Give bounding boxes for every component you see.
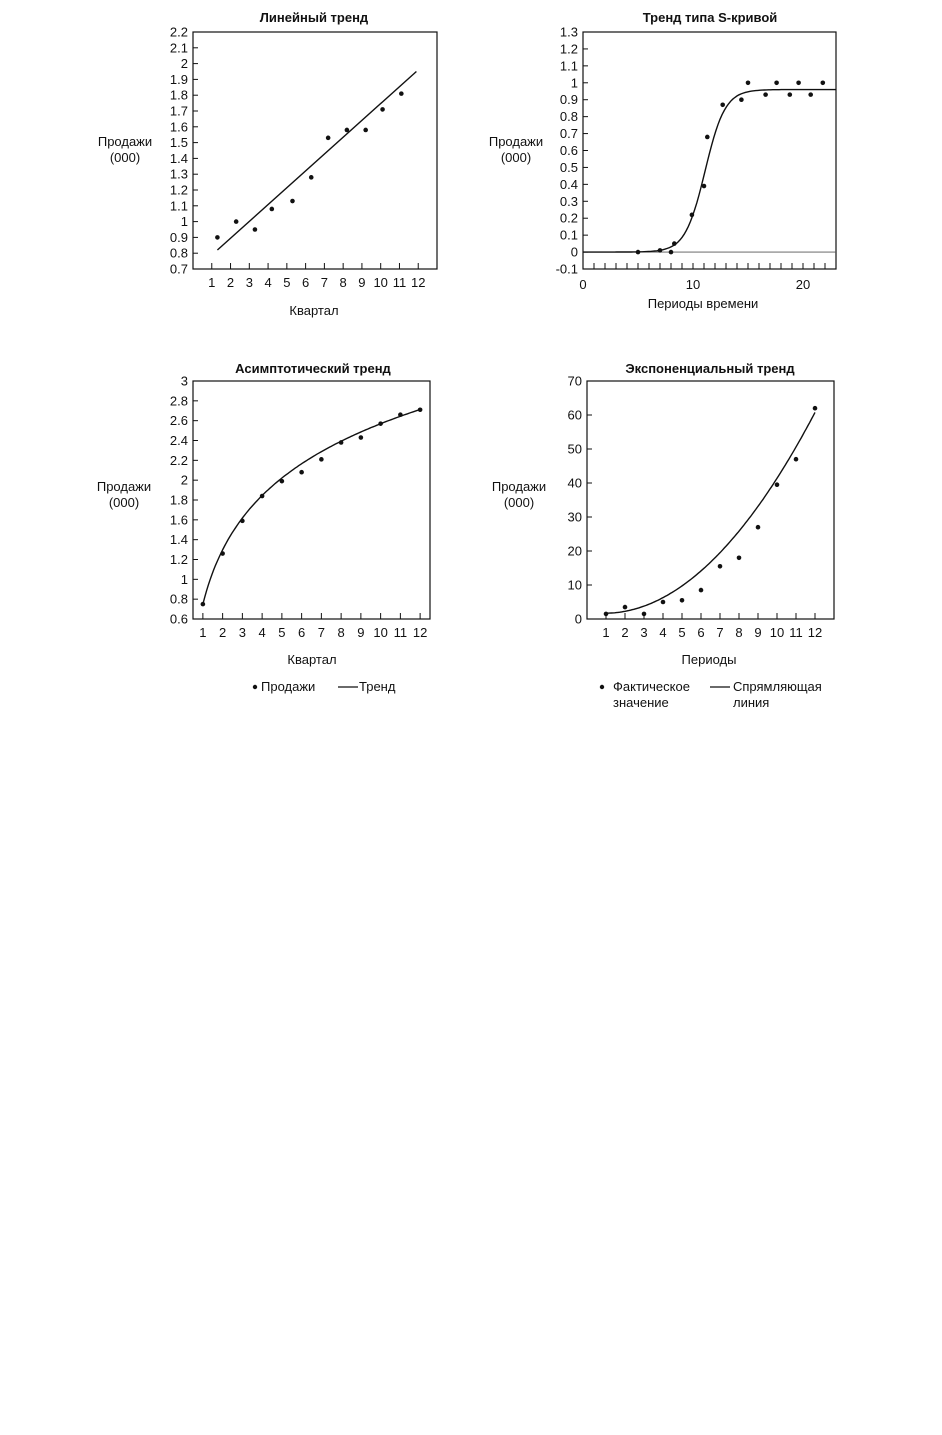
trend-line (606, 412, 815, 613)
data-point (658, 248, 663, 253)
y-tick-label: 2.1 (169, 40, 188, 56)
y-tick-label: 1 (570, 75, 578, 91)
data-point (774, 80, 779, 85)
chart-title: Экспоненциальный тренд (625, 361, 795, 376)
plot-frame (587, 381, 834, 619)
y-tick-label: 0.7 (169, 261, 188, 277)
data-point (623, 605, 628, 610)
y-tick-label: -0.1 (555, 261, 578, 277)
y-tick-label: 1.1 (559, 58, 578, 74)
trend-line (217, 72, 416, 251)
data-point (339, 440, 344, 445)
legend-line-label-line2: линия (733, 695, 770, 710)
chart-linear-trend (98, 10, 437, 318)
x-axis-label: Периоды (681, 652, 737, 667)
y-tick-label: 1.8 (169, 87, 188, 103)
legend-point-marker (253, 685, 257, 689)
y-tick-label: 20 (567, 543, 582, 559)
data-point (270, 207, 275, 212)
data-point (702, 184, 707, 189)
trend-line (203, 410, 420, 605)
x-tick-label: 9 (358, 275, 366, 290)
legend-points-label: Продажи (261, 679, 316, 694)
y-tick-label: 0.2 (559, 210, 578, 226)
y-tick-label: 60 (567, 407, 582, 423)
y-tick-label: 0.9 (559, 92, 578, 108)
x-tick-label: 6 (697, 625, 705, 640)
data-point (720, 102, 725, 107)
data-point (418, 407, 423, 412)
chart-asymptotic-trend (97, 361, 430, 694)
y-tick-label: 0 (574, 611, 582, 627)
y-tick-label: 2.6 (169, 413, 188, 429)
y-tick-label: 30 (567, 509, 582, 525)
data-point (746, 80, 751, 85)
data-marks (215, 72, 416, 251)
data-point (378, 421, 383, 426)
x-tick-label: 2 (226, 275, 235, 290)
y-tick-label: 0 (570, 244, 578, 260)
y-tick-label: 1.2 (169, 552, 188, 567)
data-point (240, 519, 245, 524)
y-tick-label: 0.9 (169, 229, 188, 245)
x-tick-label: 9 (357, 625, 365, 640)
legend (600, 679, 822, 710)
x-tick-label: 3 (245, 275, 253, 290)
x-tick-label: 7 (716, 625, 724, 640)
y-tick-label: 0.8 (559, 109, 578, 125)
y-axis-label-line2: (000) (503, 495, 535, 510)
y-tick-label: 0.4 (559, 176, 578, 192)
x-tick-label: 5 (678, 625, 686, 640)
x-ticks (579, 263, 825, 292)
x-tick-label: 12 (410, 275, 426, 290)
y-tick-label: 1.7 (169, 103, 188, 119)
data-point (398, 412, 403, 417)
y-tick-label: 70 (567, 373, 582, 389)
data-point (672, 241, 677, 246)
y-tick-label: 40 (567, 475, 582, 491)
legend-line-label: Тренд (359, 679, 396, 694)
data-point (808, 92, 813, 97)
legend (253, 679, 396, 694)
data-point (253, 227, 258, 232)
y-tick-label: 1.4 (169, 150, 188, 166)
y-axis-label-line2: (000) (109, 150, 141, 165)
data-point (260, 494, 265, 499)
y-tick-label: 2.2 (169, 452, 188, 468)
y-tick-label: 0.8 (169, 591, 188, 607)
y-tick-label: 1.6 (169, 119, 188, 135)
data-point (680, 598, 685, 603)
data-point (604, 612, 609, 617)
x-tick-label: 2 (621, 625, 629, 640)
data-point (739, 97, 744, 102)
x-axis-label: Квартал (289, 303, 339, 318)
x-tick-label: 5 (283, 275, 291, 290)
x-tick-label: 7 (317, 625, 325, 640)
x-tick-label: 8 (339, 275, 347, 290)
data-point (775, 482, 780, 487)
data-point (699, 588, 704, 593)
data-point (201, 602, 206, 607)
data-point (359, 435, 364, 440)
data-point (705, 135, 710, 140)
y-axis-label-line1: Продажи (488, 134, 544, 149)
plot-frame (193, 32, 437, 269)
x-tick-label: 11 (392, 275, 407, 290)
data-point (326, 136, 331, 141)
legend-points-label-line2: значение (613, 695, 669, 710)
x-tick-label: 4 (659, 625, 667, 640)
y-tick-label: 10 (567, 577, 582, 593)
x-tick-label: 1 (199, 625, 207, 640)
x-tick-label: 12 (412, 625, 428, 640)
y-tick-label: 0.5 (559, 159, 578, 175)
x-tick-label: 1 (602, 625, 610, 640)
x-tick-label: 9 (754, 625, 762, 640)
y-ticks (568, 374, 592, 627)
x-tick-label: 10 (373, 275, 388, 290)
chart-exponential-trend (492, 361, 834, 710)
data-point (363, 128, 368, 133)
y-tick-label: 1 (180, 214, 188, 230)
y-ticks (170, 374, 198, 627)
x-tick-label: 5 (278, 625, 286, 640)
data-point (399, 91, 404, 96)
data-point (345, 128, 350, 133)
y-tick-label: 0.1 (559, 227, 578, 243)
x-tick-label: 0 (579, 277, 587, 292)
y-tick-label: 1.1 (169, 198, 188, 214)
y-tick-label: 50 (567, 441, 582, 457)
x-tick-label: 12 (807, 625, 823, 640)
legend-line-label-line1: Спрямляющая (733, 679, 822, 694)
data-point (319, 457, 324, 462)
legend-points-label-line1: Фактическое (613, 679, 690, 694)
data-marks (604, 406, 818, 616)
x-tick-label: 11 (393, 625, 408, 640)
y-tick-label: 3 (180, 373, 188, 389)
data-marks (201, 407, 423, 606)
chart-title: Тренд типа S-кривой (642, 10, 778, 25)
y-tick-label: 2.2 (169, 24, 188, 40)
data-point (796, 80, 801, 85)
x-tick-label: 4 (258, 625, 266, 640)
x-axis-label: Квартал (287, 652, 337, 667)
x-tick-label: 10 (373, 625, 388, 640)
x-tick-label: 10 (685, 277, 701, 292)
x-tick-label: 6 (301, 275, 310, 290)
x-ticks (199, 613, 427, 640)
legend-point-marker (600, 685, 604, 689)
data-point (788, 92, 793, 97)
x-tick-label: 4 (264, 275, 272, 290)
data-point (380, 107, 385, 112)
data-point (299, 470, 304, 475)
data-point (821, 80, 826, 85)
data-point (737, 556, 742, 561)
chart-s-curve-trend (489, 10, 836, 311)
y-tick-label: 0.3 (559, 193, 578, 209)
y-axis-label-line2: (000) (500, 150, 532, 165)
data-point (756, 525, 761, 530)
y-tick-label: 1.3 (559, 24, 578, 40)
plot-frame (193, 381, 430, 619)
chart-title: Линейный тренд (259, 10, 369, 25)
y-tick-label: 1.2 (169, 182, 188, 198)
y-tick-label: 0.6 (169, 611, 188, 627)
y-tick-label: 1.2 (559, 41, 578, 57)
data-point (690, 213, 695, 218)
y-tick-label: 1.5 (169, 135, 188, 151)
x-tick-label: 3 (640, 625, 648, 640)
data-point (813, 406, 818, 411)
x-tick-label: 7 (320, 275, 329, 290)
data-point (280, 479, 285, 484)
y-axis-label-line2: (000) (108, 495, 140, 510)
y-axis-label-line1: Продажи (96, 479, 152, 494)
y-tick-label: 1 (180, 571, 188, 587)
y-tick-label: 1.3 (169, 166, 188, 182)
data-point (763, 92, 768, 97)
y-axis-label-line1: Продажи (491, 479, 547, 494)
y-tick-label: 0.6 (559, 143, 578, 158)
x-tick-label: 8 (337, 625, 345, 640)
y-axis-label-line1: Продажи (97, 134, 153, 149)
y-tick-label: 2 (180, 472, 188, 488)
x-ticks (208, 263, 425, 290)
data-point (642, 612, 647, 617)
y-tick-label: 0.7 (559, 126, 578, 142)
x-tick-label: 2 (219, 625, 227, 640)
data-point (794, 457, 799, 462)
x-axis-label: Периоды времени (647, 296, 759, 311)
data-point (215, 235, 220, 240)
data-point (309, 175, 314, 180)
y-tick-label: 1.8 (169, 492, 188, 508)
y-tick-label: 2 (180, 56, 188, 72)
x-tick-label: 11 (789, 625, 803, 640)
y-tick-label: 1.9 (169, 71, 188, 87)
data-point (636, 250, 641, 255)
y-tick-label: 2.4 (169, 433, 188, 448)
y-tick-label: 2.8 (169, 393, 188, 409)
y-tick-label: 1.4 (169, 532, 188, 548)
data-point (234, 219, 239, 224)
x-tick-label: 3 (238, 625, 246, 640)
x-tick-label: 1 (208, 275, 216, 290)
data-point (718, 564, 723, 569)
x-tick-label: 10 (769, 625, 785, 640)
x-tick-label: 8 (735, 625, 743, 640)
y-tick-label: 0.8 (169, 245, 188, 261)
trend-line (583, 90, 836, 253)
x-tick-label: 6 (298, 625, 306, 640)
x-tick-label: 20 (795, 277, 811, 292)
data-point (220, 551, 225, 556)
data-point (669, 250, 674, 255)
data-point (661, 600, 666, 605)
chart-title: Асимптотический тренд (235, 361, 391, 376)
y-tick-label: 1.6 (169, 512, 188, 528)
data-point (290, 199, 295, 204)
x-ticks (602, 613, 822, 640)
data-marks (583, 80, 836, 254)
y-ticks (170, 25, 198, 277)
